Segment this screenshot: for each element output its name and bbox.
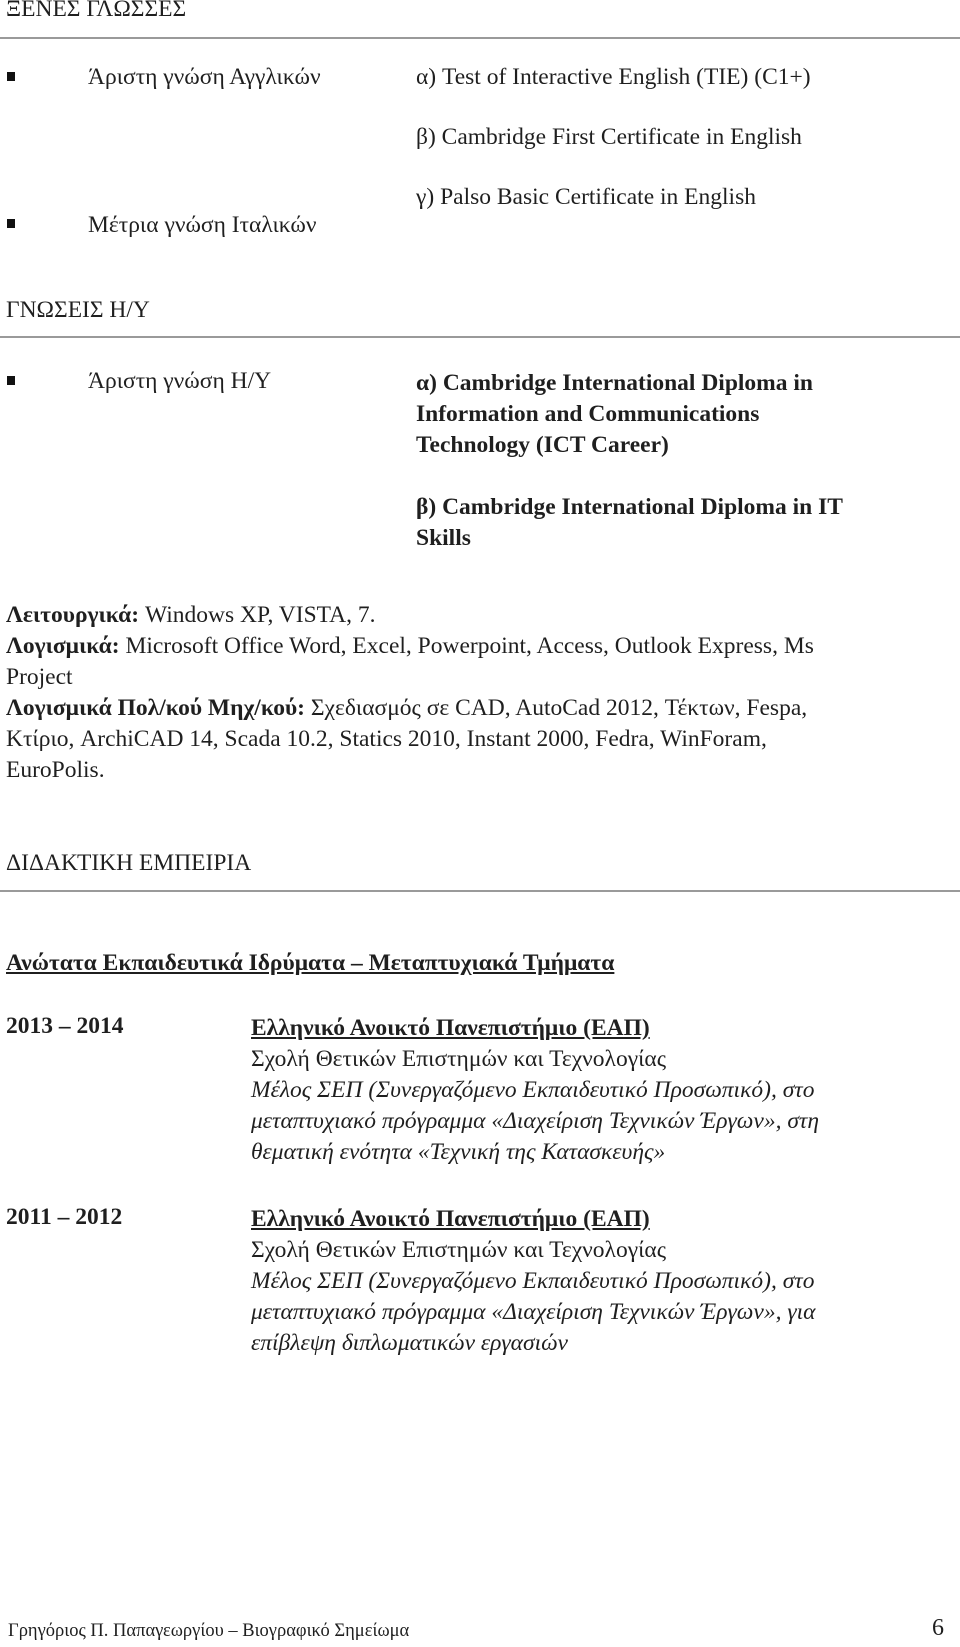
section-rule	[0, 336, 960, 338]
bullet-icon	[7, 376, 15, 385]
computers-heading: ΓΝΩΣΕΙΣ Η/Υ	[6, 297, 150, 323]
computers-level: Άριστη γνώση Η/Υ	[88, 368, 272, 394]
school: Σχολή Θετικών Επιστημών και Τεχνολογίας	[251, 1046, 667, 1072]
languages-heading: ΞΕΝΕΣ ΓΛΩΣΣΕΣ	[6, 0, 187, 22]
software-line: Λογισμικά: Microsoft Office Word, Excel, Powerpoint, Access, Outlook Express, Ms	[6, 633, 814, 659]
footer-text: Γρηγόριος Π. Παπαγεωργίου – Βιογραφικό Σημείωμα	[8, 1621, 410, 1641]
eng-software-line-cont: Κτίριο, ArchiCAD 14, Scada 10.2, Statics 2010, Instant 2000, Fedra, WinForam,	[6, 726, 767, 752]
teaching-entry: Ελληνικό Ανοικτό Πανεπιστήμιο (ΕΑΠ) Σχολή Θετικών Επιστημών και Τεχνολογίας Μέλος ΣΕΠ (Συνεργαζόμενο Εκπαιδευτικό Προσωπικό), στο μεταπτυχιακό πρόγραμμα «Διαχείριση Τεχνικών Έργων», για επίβλεψη διπλωματικών εργασιών	[251, 1206, 816, 1356]
diploma-a: α) Cambridge International Diploma in Information and Communications Technology (ICT Career)	[416, 370, 813, 458]
english-cert-a: α) Test of Interactive English (TIE) (C1+)	[416, 64, 811, 90]
teaching-heading: ΔΙΔΑΚΤΙΚΗ ΕΜΠΕΙΡΙΑ	[6, 850, 252, 876]
section-rule	[0, 37, 960, 39]
entry-years: 2011 – 2012	[6, 1204, 123, 1230]
os-line: Λειτουργικά: Windows XP, VISTA, 7.	[6, 602, 376, 628]
bullet-icon	[7, 219, 15, 228]
english-cert-b: β) Cambridge First Certificate in English	[416, 124, 802, 150]
institution: Ελληνικό Ανοικτό Πανεπιστήμιο (ΕΑΠ)	[251, 1015, 650, 1041]
teaching-subheading: Ανώτατα Εκπαιδευτικά Ιδρύματα – Μεταπτυχιακά Τμήματα	[6, 950, 615, 976]
eng-software-line-end: EuroPolis.	[6, 757, 105, 783]
institution: Ελληνικό Ανοικτό Πανεπιστήμιο (ΕΑΠ)	[251, 1206, 650, 1232]
software-line-cont: Project	[6, 664, 73, 690]
school: Σχολή Θετικών Επιστημών και Τεχνολογίας	[251, 1237, 667, 1263]
teaching-entry: Ελληνικό Ανοικτό Πανεπιστήμιο (ΕΑΠ) Σχολή Θετικών Επιστημών και Τεχνολογίας Μέλος ΣΕΠ (Συνεργαζόμενο Εκπαιδευτικό Προσωπικό), στο μεταπτυχιακό πρόγραμμα «Διαχείριση Τεχνικών Έργων», στη θεματική ενότητα «Τεχνική της Κατασκευής»	[251, 1015, 819, 1165]
entry-years: 2013 – 2014	[6, 1013, 124, 1039]
eng-software-line: Λογισμικά Πολ/κού Μηχ/κού: Σχεδιασμός σε CAD, AutoCad 2012, Τέκτων, Fespa,	[6, 695, 808, 721]
english-cert-c: γ) Palso Basic Certificate in English	[416, 184, 756, 210]
diploma-b: β) Cambridge International Diploma in IT Skills	[416, 494, 843, 551]
section-rule	[0, 890, 960, 892]
italian-level: Μέτρια γνώση Ιταλικών	[88, 212, 317, 238]
bullet-icon	[7, 72, 15, 81]
english-level: Άριστη γνώση Αγγλικών	[88, 64, 321, 90]
page-number: 6	[932, 1615, 944, 1641]
